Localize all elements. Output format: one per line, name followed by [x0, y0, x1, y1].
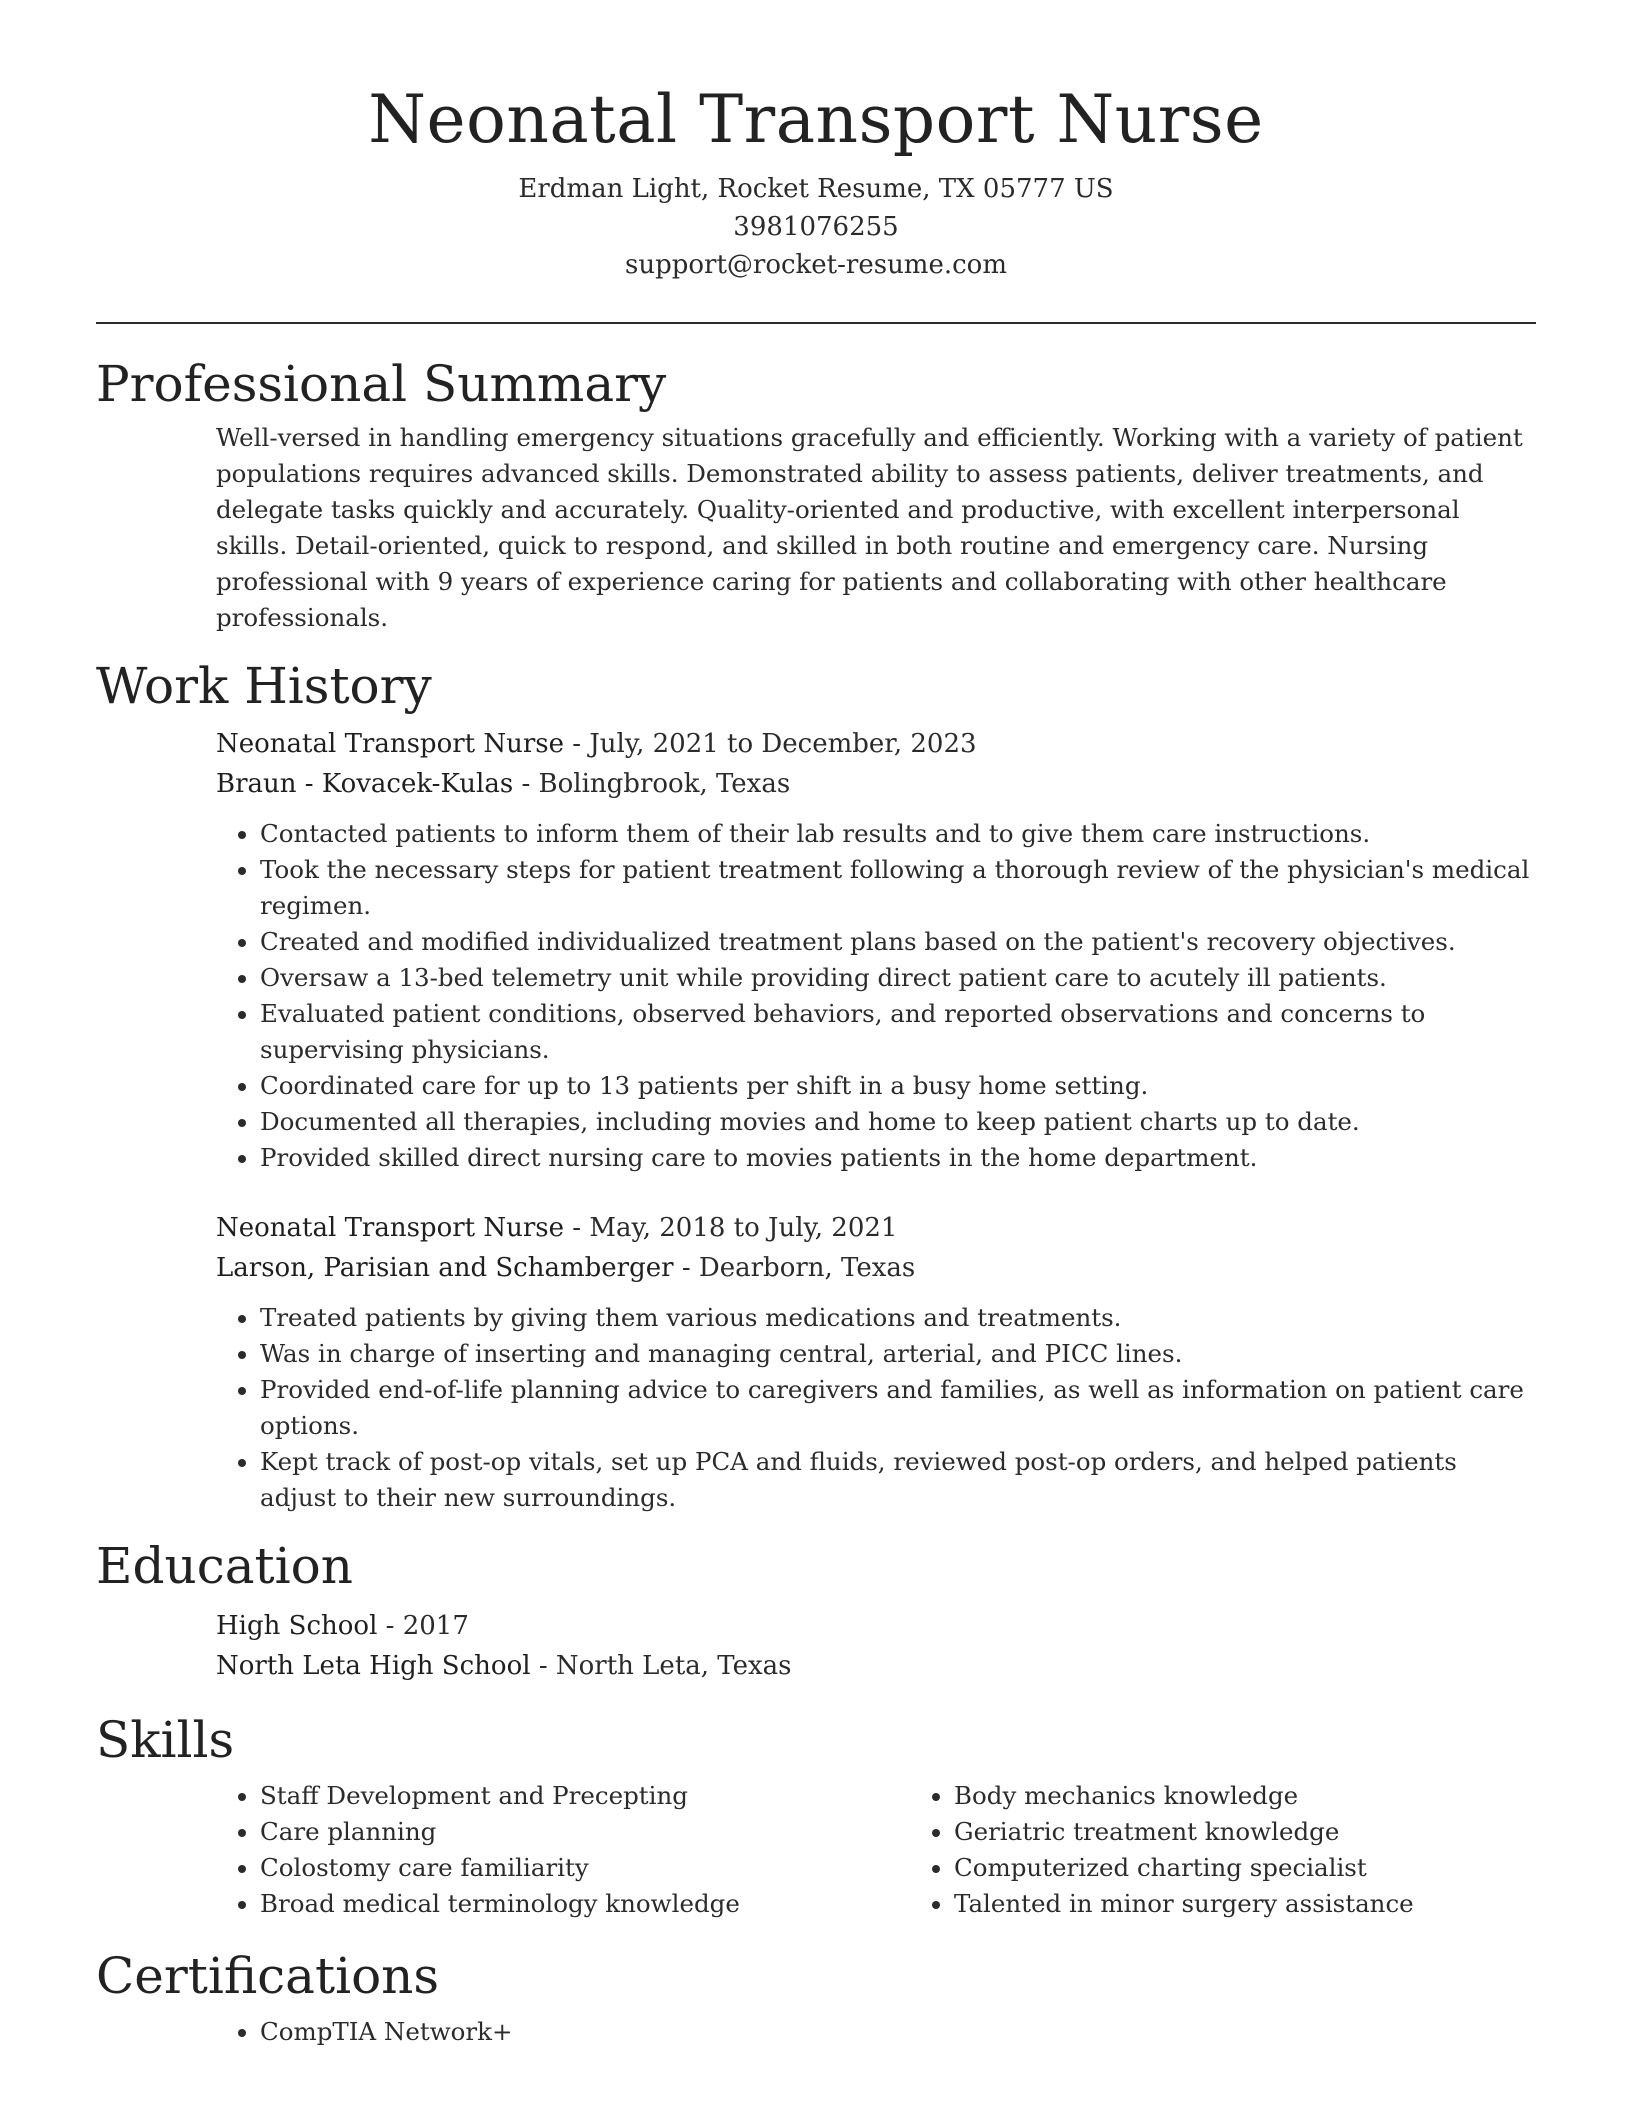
- skill-item: • Colostomy care familiarity: [260, 1850, 910, 1886]
- skills-section: [96, 1708, 1536, 1922]
- summary-section: [96, 352, 1536, 636]
- certification-item: • CompTIA Network+: [260, 2014, 1536, 2050]
- skill-item: • Computerized charting specialist: [954, 1850, 1604, 1886]
- job-bullet: • Contacted patients to inform them of their lab results and to give them care instructions.: [260, 816, 1536, 852]
- skills-list-left: [216, 1778, 910, 1922]
- job-bullet: • Provided skilled direct nursing care to movies patients in the home department.: [260, 1140, 1536, 1176]
- job-bullet: • Provided end-of-life planning advice to caregivers and families, as well as information on patient care options.: [260, 1372, 1536, 1444]
- skill-item: • Geriatric treatment knowledge: [954, 1814, 1604, 1850]
- job-title-line: [216, 724, 1536, 764]
- education-heading: Education: [96, 1537, 353, 1595]
- job-bullet: • Evaluated patient conditions, observed behaviors, and reported observations and concerns to supervising physicians.: [260, 996, 1536, 1068]
- job-entry: [96, 724, 1536, 1176]
- job-location-separator: -: [681, 1253, 699, 1283]
- skills-heading: Skills: [96, 1711, 235, 1769]
- skill-item: • Body mechanics knowledge: [954, 1778, 1604, 1814]
- job-bullet: • Coordinated care for up to 13 patients per shift in a busy home setting.: [260, 1068, 1536, 1104]
- job-bullet: • Was in charge of inserting and managing central, arterial, and PICC lines.: [260, 1336, 1536, 1372]
- job-company: Larson, Parisian and Schamberger: [216, 1253, 674, 1283]
- education-year-separator: -: [385, 1611, 403, 1641]
- skill-item: • Talented in minor surgery assistance: [954, 1886, 1604, 1922]
- summary-text: Well-versed in handling emergency situations gracefully and efficiently. Working with a variety of patient populations requires advanced skills. Demonstrated ability to assess patients, deliver treatments, and delegate tasks quickly and accurately. Quality-oriented and productive, with excellent interpersonal skills. Detail-oriented, quick to respond, and skilled in both routine and emergency care. Nursing professional with 9 years of experience caring for patients and collaborating with other healthcare professionals.: [216, 423, 1523, 632]
- skills-list-right: [910, 1778, 1604, 1922]
- job-bullets: [216, 816, 1536, 1176]
- job-bullets: [216, 1300, 1536, 1516]
- job-title: Neonatal Transport Nurse: [216, 729, 565, 759]
- job-title-line: [216, 1208, 1536, 1248]
- job-bullet: • Took the necessary steps for patient treatment following a thorough review of the physician's medical regimen.: [260, 852, 1536, 924]
- skill-item: • Broad medical terminology knowledge: [260, 1886, 910, 1922]
- header-divider: [96, 322, 1536, 324]
- contact-email: support@rocket-resume.com: [624, 250, 1007, 280]
- skills-grid: [96, 1778, 1536, 1922]
- work-section: [96, 654, 1536, 1516]
- skill-item: • Care planning: [260, 1814, 910, 1850]
- job-dates-separator: -: [572, 729, 590, 759]
- education-degree-line: [216, 1606, 1536, 1646]
- job-location-separator: -: [521, 769, 539, 799]
- summary-heading: Professional Summary: [96, 355, 667, 413]
- contact-phone: 3981076255: [733, 212, 899, 242]
- education-school: North Leta High School: [216, 1651, 531, 1681]
- page-title: Neonatal Transport Nurse: [368, 81, 1264, 158]
- job-company-line: [216, 1248, 1536, 1288]
- contact-address: Erdman Light, Rocket Resume, TX 05777 US: [518, 174, 1114, 204]
- certifications-section: [96, 1944, 1536, 2050]
- job-bullet: • Treated patients by giving them various medications and treatments.: [260, 1300, 1536, 1336]
- education-degree: High School: [216, 1611, 378, 1641]
- job-location: Bolingbrook, Texas: [538, 769, 791, 799]
- job-company-line: [216, 764, 1536, 804]
- education-year: 2017: [402, 1611, 469, 1641]
- job-dates: July, 2021 to December, 2023: [589, 729, 977, 759]
- job-company: Braun - Kovacek-Kulas: [216, 769, 514, 799]
- work-heading: Work History: [96, 657, 432, 715]
- job-location: Dearborn, Texas: [698, 1253, 916, 1283]
- education-school-line: [216, 1646, 1536, 1686]
- job-bullet: • Oversaw a 13-bed telemetry unit while providing direct patient care to acutely ill patients.: [260, 960, 1536, 996]
- resume-page: [96, 80, 1536, 2050]
- education-location-separator: -: [538, 1651, 556, 1681]
- job-bullet: • Created and modified individualized treatment plans based on the patient's recovery objectives.: [260, 924, 1536, 960]
- certifications-list: [216, 2014, 1536, 2050]
- job-dates-separator: -: [572, 1213, 590, 1243]
- job-bullet: • Documented all therapies, including movies and home to keep patient charts up to date.: [260, 1104, 1536, 1140]
- job-title: Neonatal Transport Nurse: [216, 1213, 565, 1243]
- education-section: [96, 1534, 1536, 1686]
- job-bullet: • Kept track of post-op vitals, set up PCA and fluids, reviewed post-op orders, and helped patients adjust to their new surroundings.: [260, 1444, 1536, 1516]
- job-entry: [96, 1208, 1536, 1516]
- skill-item: • Staff Development and Precepting: [260, 1778, 910, 1814]
- certifications-heading: Certifications: [96, 1947, 440, 2005]
- contact-block: [96, 170, 1536, 284]
- education-location: North Leta, Texas: [555, 1651, 792, 1681]
- job-dates: May, 2018 to July, 2021: [589, 1213, 898, 1243]
